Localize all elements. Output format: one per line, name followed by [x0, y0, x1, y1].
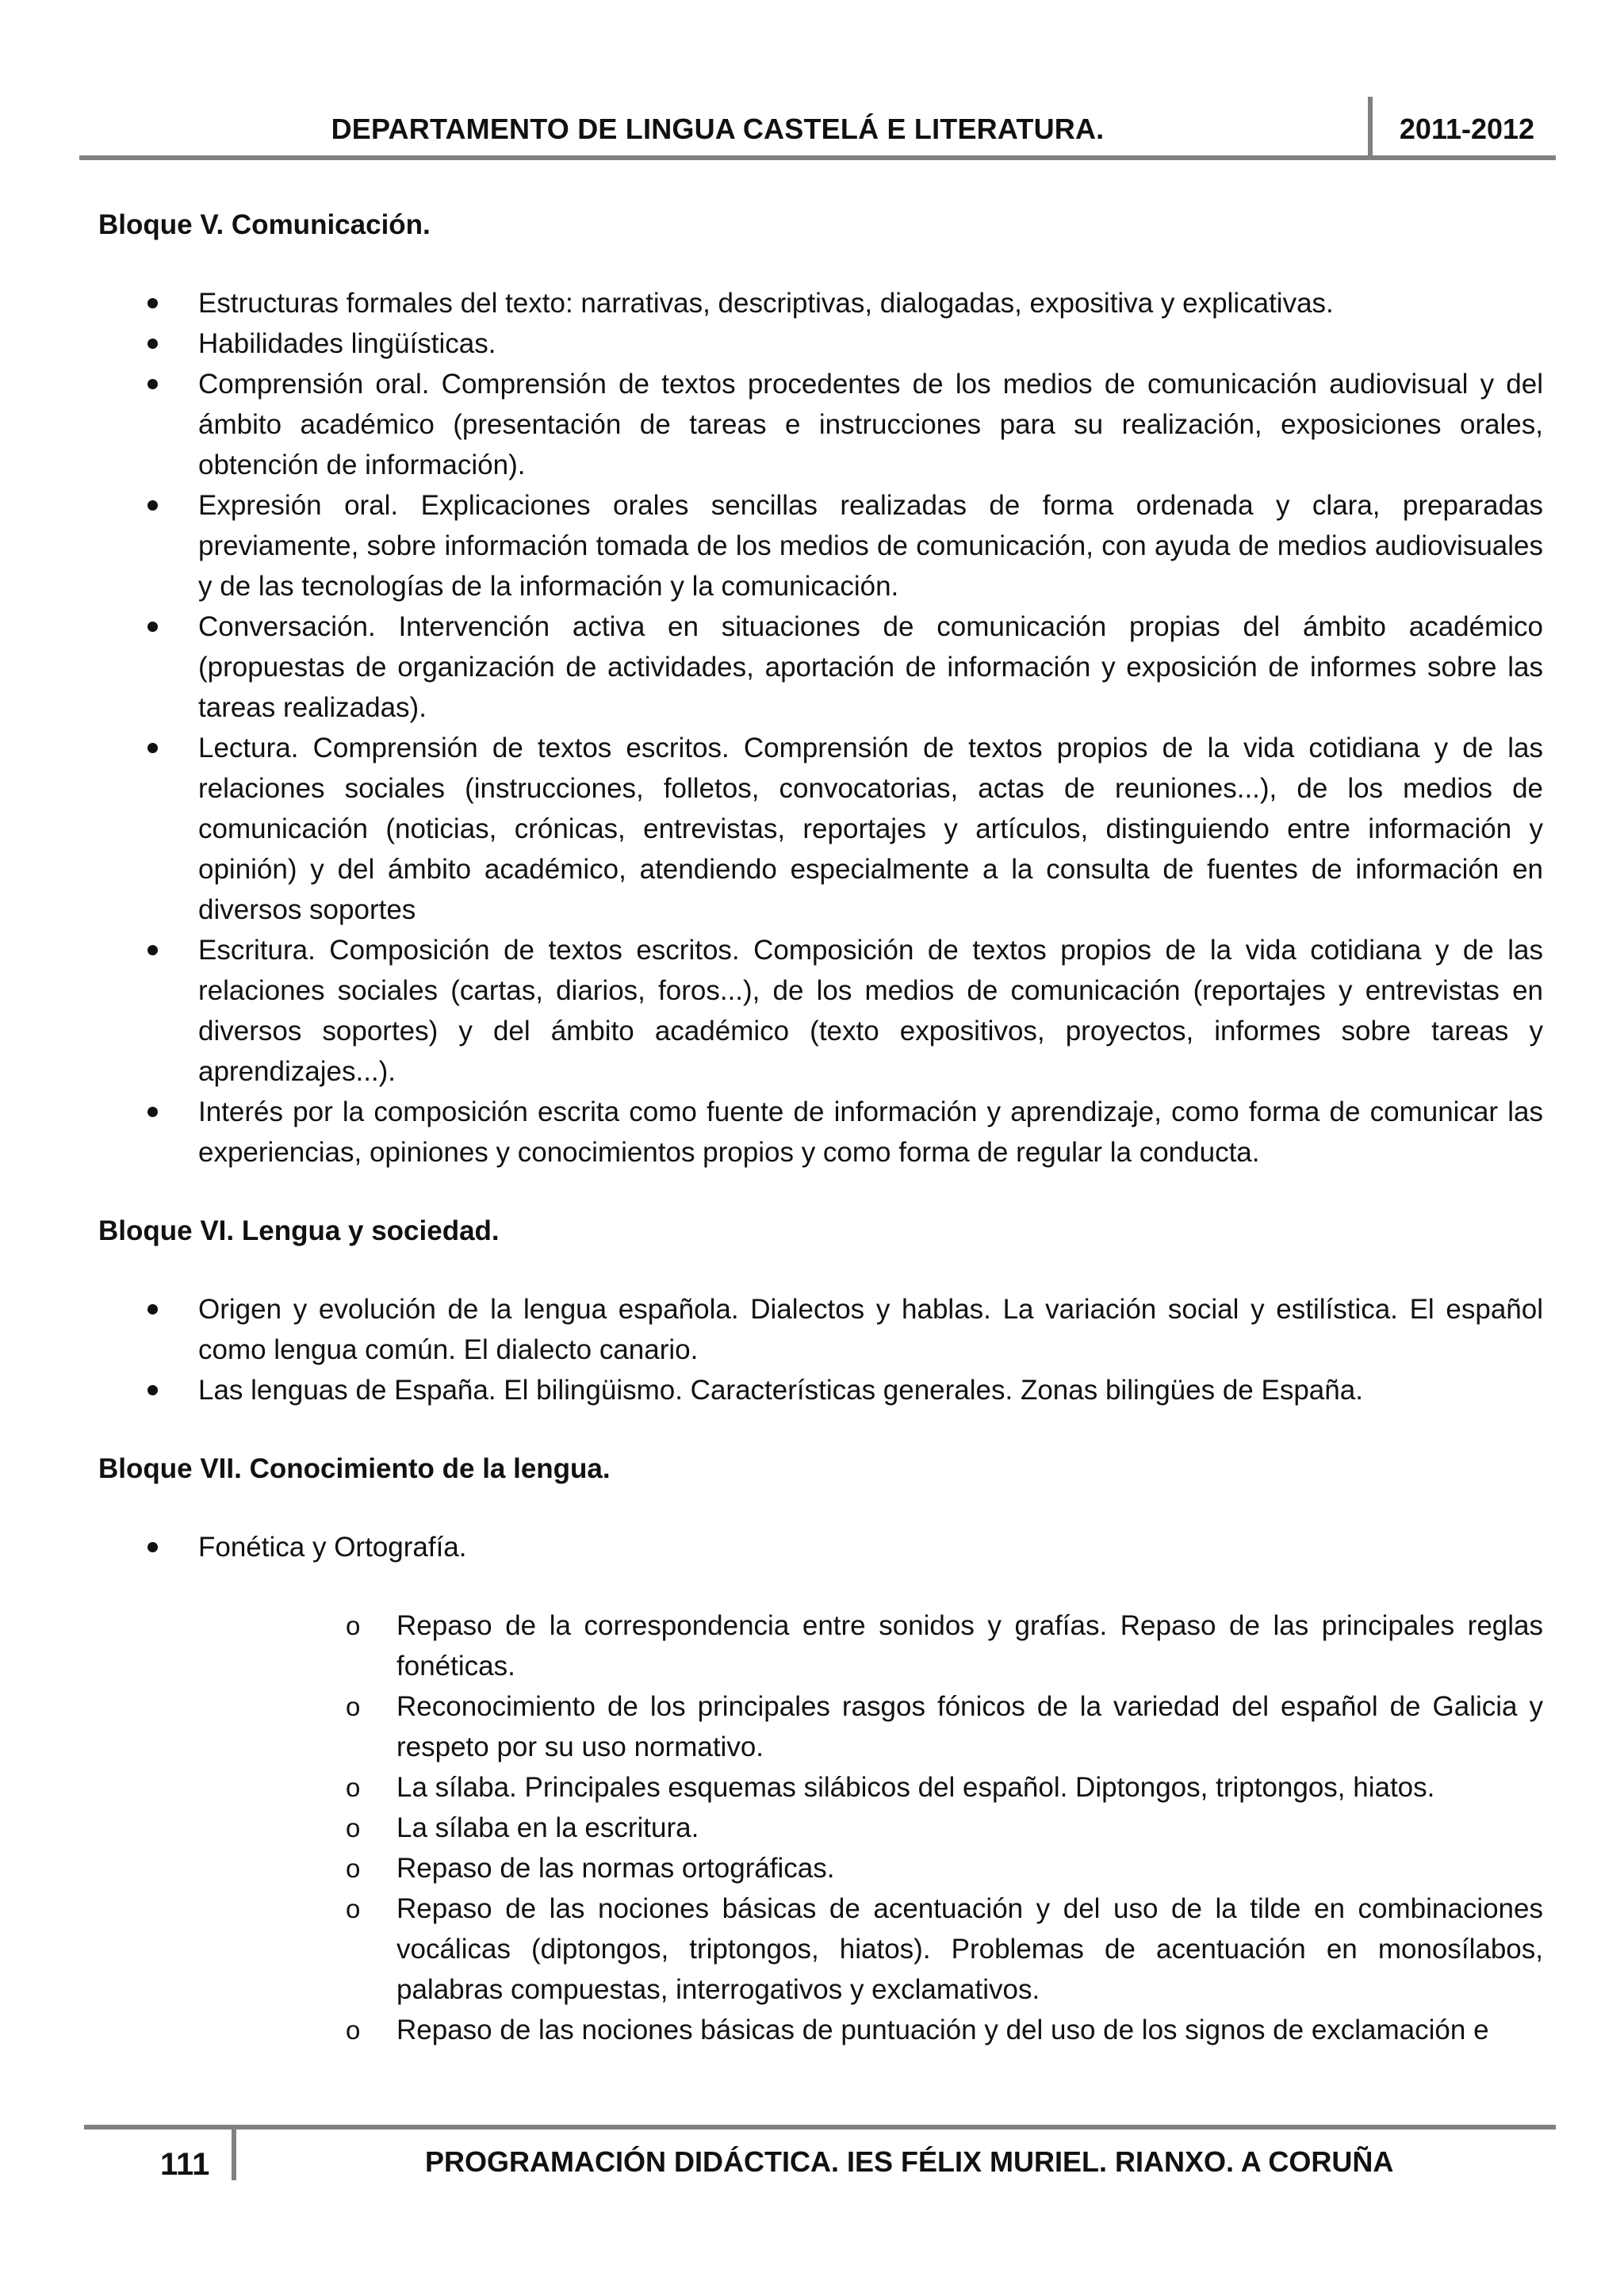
- list-item-fonetica: [98, 1527, 1543, 2050]
- list-item: Las lenguas de España. El bilingüismo. Características generales. Zonas bilingües de España.: [98, 1370, 1543, 1410]
- sub-list-item: o Repaso de las nociones básicas de puntuación y del uso de los signos de exclamación e: [198, 2010, 1543, 2050]
- list-item-label: Fonética y Ortografía.: [198, 1532, 467, 1563]
- sub-list-item: o Repaso de las nociones básicas de acentuación y del uso de la tilde en combinaciones vocálicas (diptongos, triptongos, hiatos). Problemas de acentuación en monosílabos, palabras compuestas, interrogativos y exclamativos.: [198, 1888, 1543, 2010]
- list-item: Expresión oral. Explicaciones orales sencillas realizadas de forma ordenada y clara, preparadas previamente, sobre información tomada de los medios de comunicación, con ayuda de medios audiovisuales y de las tecnologías de la información y la comunicación.: [98, 485, 1543, 607]
- list-item: Escritura. Composición de textos escritos. Composición de textos propios de la vida cotidiana y de las relaciones sociales (cartas, diarios, foros...), de los medios de comunicación (reportajes y entrevistas en diversos soportes) y del ámbito académico (texto expositivos, proyectos, informes sobre tareas y aprendizajes...).: [98, 930, 1543, 1092]
- page-footer: [84, 2125, 1556, 2196]
- sub-list-item: o Repaso de las normas ortográficas.: [198, 1848, 1543, 1888]
- sub-list-item: o Reconocimiento de los principales rasgos fónicos de la variedad del español de Galicia y respeto por su uso normativo.: [198, 1686, 1543, 1767]
- list-item: Lectura. Comprensión de textos escritos. Comprensión de textos propios de la vida cotidiana y de las relaciones sociales (instrucciones, folletos, convocatorias, actas de reuniones...), de los medios de comunicación (noticias, crónicas, entrevistas, reportajes y artículos, distinguiendo entre información y opinión) y del ámbito académico, atendiendo especialmente a la consulta de fuentes de información en diversos soportes: [98, 728, 1543, 930]
- header-rule: [79, 155, 1556, 160]
- header-divider: [1368, 97, 1373, 159]
- list-item: Estructuras formales del texto: narrativas, descriptivas, dialogadas, expositiva y explicativas.: [98, 283, 1543, 323]
- list-item: Origen y evolución de la lengua española. Dialectos y hablas. La variación social y estilística. El español como lengua común. El dialecto canario.: [98, 1289, 1543, 1370]
- list-item: Habilidades lingüísticas.: [98, 323, 1543, 364]
- section-title-bloque-v: Bloque V. Comunicación.: [98, 209, 431, 240]
- header-title: DEPARTAMENTO DE LINGUA CASTELÁ E LITERATURA.: [331, 113, 1105, 145]
- footer-rule: [84, 2125, 1556, 2130]
- sub-list-item: o Repaso de la correspondencia entre sonidos y grafías. Repaso de las principales reglas fonéticas.: [198, 1605, 1543, 1686]
- header-year: 2011-2012: [1399, 113, 1535, 145]
- bullet-list-bloque-vii: [98, 1527, 1543, 2050]
- footer-text: PROGRAMACIÓN DIDÁCTICA. IES FÉLIX MURIEL. RIANXO. A CORUÑA: [425, 2145, 1394, 2178]
- page-number: 111: [160, 2147, 210, 2182]
- sub-list-fonetica: [198, 1605, 1543, 2050]
- list-item: Interés por la composición escrita como fuente de información y aprendizaje, como forma de comunicar las experiencias, opiniones y conocimientos propios y como forma de regular la conducta.: [98, 1092, 1543, 1173]
- list-item: Conversación. Intervención activa en situaciones de comunicación propias del ámbito académico (propuestas de organización de actividades, aportación de información y exposición de informes sobre las tareas realizadas).: [98, 607, 1543, 728]
- section-title-bloque-vii: Bloque VII. Conocimiento de la lengua.: [98, 1453, 611, 1484]
- bullet-list-bloque-v: [98, 283, 1543, 1173]
- document-body: [98, 205, 1543, 2088]
- sub-list-item: o La sílaba en la escritura.: [198, 1808, 1543, 1848]
- footer-divider: [232, 2128, 236, 2180]
- page-header: [79, 94, 1556, 162]
- bullet-list-bloque-vi: [98, 1289, 1543, 1410]
- section-title-bloque-vi: Bloque VI. Lengua y sociedad.: [98, 1215, 500, 1246]
- sub-list-item: o La sílaba. Principales esquemas silábicos del español. Diptongos, triptongos, hiatos.: [198, 1767, 1543, 1808]
- list-item: Comprensión oral. Comprensión de textos procedentes de los medios de comunicación audiovisual y del ámbito académico (presentación de tareas e instrucciones para su realización, exposiciones orales, obtención de información).: [98, 364, 1543, 485]
